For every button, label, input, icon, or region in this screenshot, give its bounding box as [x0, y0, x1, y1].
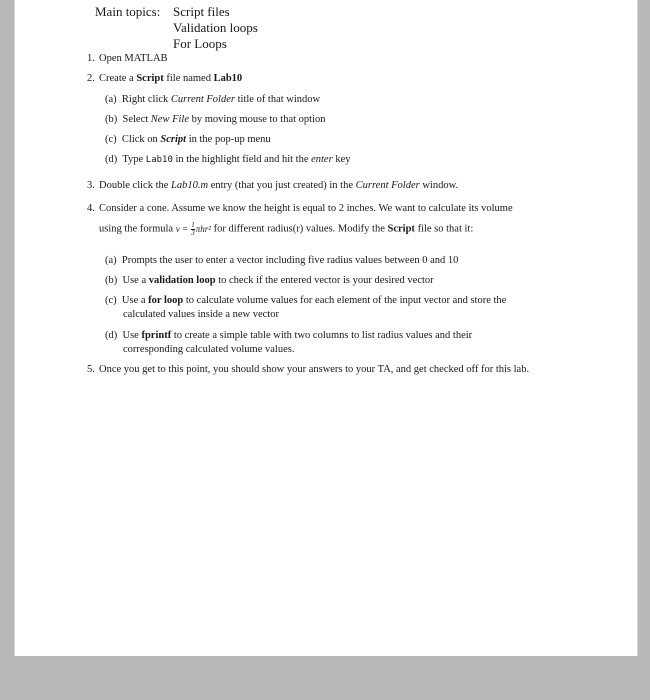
topic-script-files: Script files [173, 4, 230, 19]
item-1-text: Open MATLAB [99, 53, 168, 64]
main-topics-label: Main topics: [95, 4, 161, 19]
item-4d-line2: corresponding calculated volume values. [123, 344, 295, 355]
item-4a: (a) Prompts the user to enter a vector including five radius values between 0 and 10 [105, 255, 459, 266]
item-4-number: 4. [87, 203, 95, 214]
item-2-number: 2. [87, 73, 95, 84]
document-page [14, 0, 638, 656]
item-4-line1: Consider a cone. Assume we know the height is equal to 2 inches. We want to calculate its volume [99, 203, 513, 214]
item-4d: (d) Use fprintf to create a simple table with two columns to list radius values and their [105, 330, 473, 341]
item-2-text: Create a Script file named Lab10 [99, 73, 243, 84]
item-4b: (b) Use a validation loop to check if the entered vector is your desired vector [105, 275, 434, 286]
item-3-number: 3. [87, 180, 95, 191]
topic-for-loops: For Loops [173, 36, 227, 51]
item-5-number: 5. [87, 364, 95, 375]
item-3-text: Double click the Lab10.m entry (that you just created) in the Current Folder window. [99, 180, 459, 191]
item-2b: (b) Select New File by moving mouse to that option [105, 114, 326, 125]
item-2c: (c) Click on Script in the pop-up menu [105, 134, 271, 145]
item-5-text: Once you get to this point, you should show your answers to your TA, and get checked off for this lab. [99, 364, 530, 375]
topic-validation-loops: Validation loops [173, 20, 258, 35]
item-4c-line2: calculated values inside a new vector [123, 309, 279, 320]
item-1-number: 1. [87, 53, 95, 64]
item-4c: (c) Use a for loop to calculate volume values for each element of the input vector and store the [105, 295, 507, 306]
item-2d: (d) Type Lab10 in the highlight field and hit the enter key [105, 154, 351, 165]
item-4-line2: using the formula v = $\frac{1}{3}$ πhr² for different radius(r) values. Modify the Script file so that it: [99, 221, 474, 237]
item-2a: (a) Right click Current Folder title of that window [105, 94, 321, 105]
volume-formula: v = $\frac{1}{3}$ πhr² [175, 221, 211, 237]
